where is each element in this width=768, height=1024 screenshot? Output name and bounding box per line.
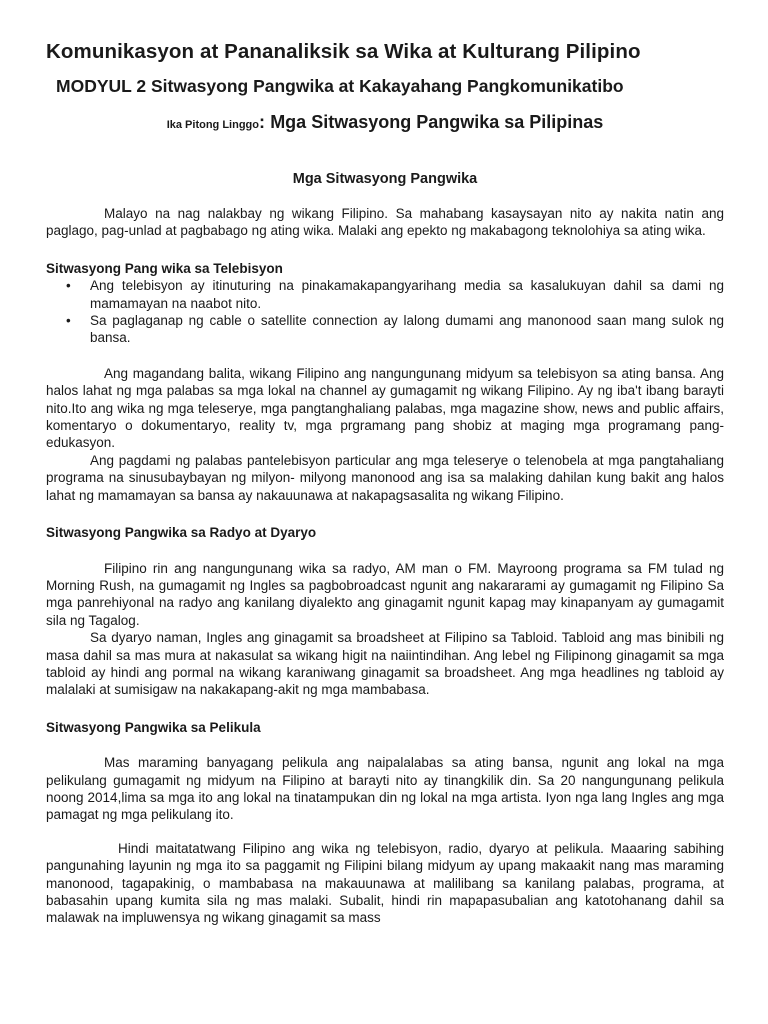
bullet-icon: • — [66, 278, 71, 294]
week-colon: : — [258, 112, 265, 132]
radio-heading: Sitwasyong Pangwika sa Radyo at Dyaryo — [46, 525, 317, 541]
module-heading: MODYUL 2 Sitwasyong Pangwika at Kakayahang Pangkomunikatibo — [56, 76, 624, 96]
section-title: Mga Sitwasyong Pangwika — [292, 171, 478, 187]
tv-heading: Sitwasyong Pang wika sa Telebisyon — [46, 260, 283, 276]
tv-paragraph-2: Ang pagdami ng palabas pantelebisyon particular ang mga teleserye o telenobela at mga pangtahaliang programa na sinusubaybayan ng milyon- milyong manonood ang isa sa malaking dahilan kung bakit ang halos lahat ng mamamayan sa bansa ay nakauunawa at nakapagsasalita ng wikang Filipino. — [46, 452, 724, 503]
list-item — [66, 277, 724, 312]
tv-bullet-list — [46, 277, 724, 347]
list-item-text: Ang telebisyon ay itinuturing na pinakamakapangyarihang media sa kasalukuyan dahil sa dami ng mamamayan na naabot nito. — [90, 278, 724, 311]
week-heading — [46, 111, 724, 133]
film-paragraph-2: Hindi maitatatwang Filipino ang wika ng telebisyon, radio, dyaryo at pelikula. Maaaring sabihing pangunahing layunin ng mga ito sa paggamit ng Filipini bilang midyum ay upang makaakit nang mas maraming manonood, tagapakinig, o mambabasa na makauunawa at malilibang sa kanilang palabas, programa, at babasahin upang kumita sila ng mas malaki. Subalit, hindi rin mapapasubalian ang katotohanang dahil sa malawak na impluwensya ng wikang ginagamit sa mass — [46, 840, 724, 926]
document-title: Komunikasyon at Pananaliksik sa Wika at Kulturang Pilipino — [46, 40, 641, 63]
week-label: Ika Pitong Linggo — [166, 119, 259, 131]
list-item-text: Sa paglaganap ng cable o satellite connection ay lalong dumami ang manonood saan mang sulok ng bansa. — [90, 313, 724, 346]
list-item — [66, 312, 724, 347]
week-title: Mga Sitwasyong Pangwika sa Pilipinas — [270, 112, 604, 132]
intro-paragraph: Malayo na nag nalakbay ng wikang Filipino. Sa mahabang kasaysayan nito ay nakita natin ang paglago, pag-unlad at pagbabago ng ating wika. Malaki ang epekto ng makabagong teknolohiya sa ating wika. — [46, 206, 724, 239]
radio-paragraph-1: Filipino rin ang nangungunang wika sa radyo, AM man o FM. Mayroong programa sa FM tulad ng Morning Rush, na gumagamit ng Ingles sa pagbobroadcast ngunit ang nakararami ay gumagamit ng Filipino Sa mga panrehiyonal na radyo ang kanilang diyalekto ang ginagamit ngunit kapag may kinapanyam ay gumagamit sila ng Tagalog. — [46, 560, 724, 628]
tv-paragraph-1: Ang magandang balita, wikang Filipino ang nangungunang midyum sa telebisyon sa ating bansa. Ang halos lahat ng mga palabas sa mga lokal na channel ay gumagamit ng wikang Filipino. Ay ng iba't ibang barayti nito.Ito ang wika ng mga teleserye, mga pangtanghaliang palabas, mga magazine show, news and public affairs, komentaryo o dokumentaryo, reality tv, mga prgramang pang shobiz at maging mga programang pang- edukasyon. — [46, 365, 724, 451]
radio-paragraph-2: Sa dyaryo naman, Ingles ang ginagamit sa broadsheet at Filipino sa Tabloid. Tabloid ang mas binibili ng masa dahil sa mas mura at nakasulat sa wikang higit na naiintindihan. Ang lebel ng Filipinong ginagamit sa mga tabloid ay hindi ang pormal na wikang karaniwang ginagamit sa broadsheet. Ang mga headlines ng tabloid ay malalaki at sumisigaw na nakakapang-akit ng mga mambabasa. — [46, 630, 724, 698]
bullet-icon: • — [66, 313, 71, 329]
film-paragraph-1: Mas maraming banyagang pelikula ang naipalalabas sa ating bansa, ngunit ang lokal na mga pelikulang gumagamit ng midyum na Filipino at barayti nito ay tinangkilik din. Sa 20 nangungunang pelikula noong 2014,lima sa mga ito ang lokal na tinatampukan din ng lokal na mga artista. Iyon nga lang Ingles ang mga pamagat ng mga pelikulang ito. — [46, 755, 724, 823]
film-heading: Sitwasyong Pangwika sa Pelikula — [46, 719, 261, 735]
